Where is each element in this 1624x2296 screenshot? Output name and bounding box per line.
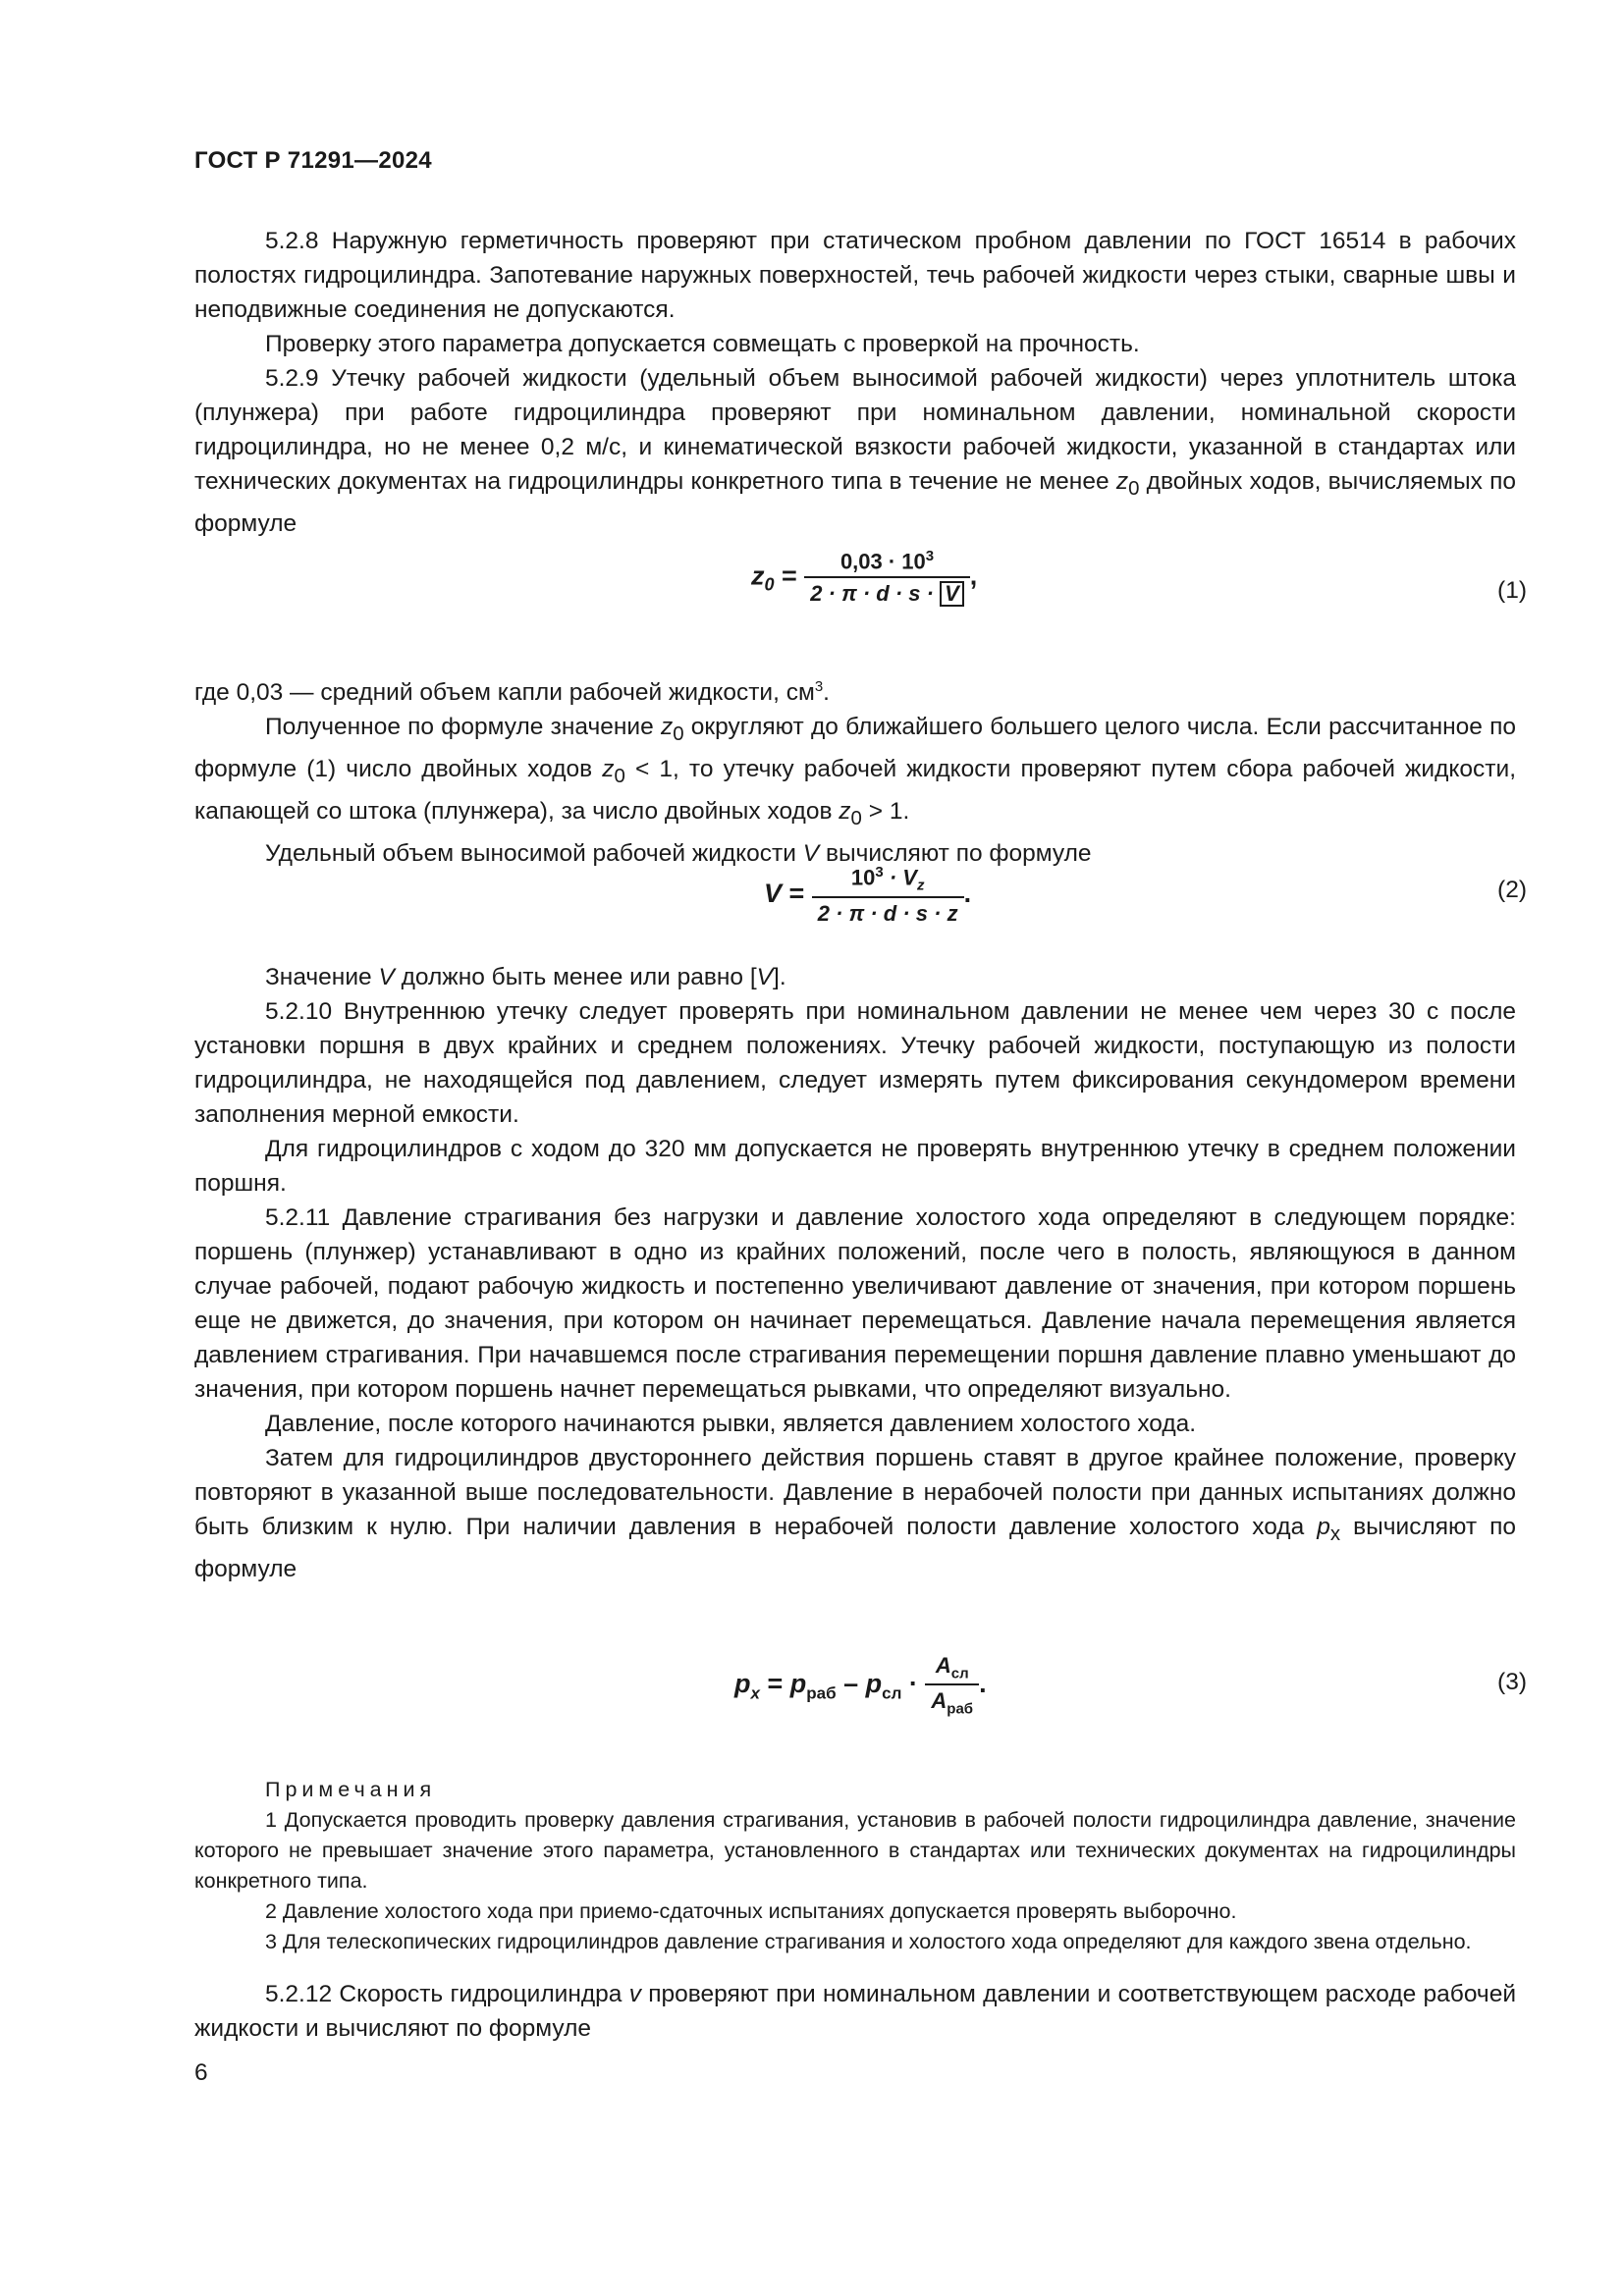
paragraph-stroke-320: Для гидроцилиндров с ходом до 320 мм допускается не проверять внутреннюю утечку в среднем положении поршня. bbox=[194, 1136, 1516, 1197]
formula-1: $z_0$ = $\frac{0,03 \cdot 10^3}{2 \cdot \pi \cdot d \cdot s \cdot V}$ , bbox=[751, 548, 978, 607]
formula-3: $p_x = p_{раб} - p_{сл}$ · $\frac{A_{сл}}{A_{раб}}$ . bbox=[734, 1653, 987, 1718]
formula-3-number: (3) bbox=[1497, 1669, 1527, 1695]
formula-3-fraction: $\frac{A_{сл}}{A_{раб}}$ bbox=[925, 1653, 979, 1718]
text-block-3 bbox=[194, 960, 1516, 1586]
paragraph-rounding: Полученное по формуле значение $z_0$ округляют до ближайшего большего целого числа. Если рассчитанное по формуле (1) число двойных ходов $z_0 < 1$, то утечку рабочей жидкости проверяют путем сбора рабочей жидкости, капающей со штока (плунжера), за число двойных ходов $z_0 > 1$. bbox=[194, 714, 1516, 829]
document-header: ГОСТ Р 71291—2024 bbox=[194, 147, 432, 174]
paragraph-5-2-10: 5.2.10 Внутреннюю утечку следует проверять при номинальном давлении не менее чем через 30 с после установки поршня в двух крайних и среднем положениях. Утечку рабочей жидкости, поступающую из полости гидроцилиндра, не находящейся под давлением, следует измерять путем фиксирования секундомером времени заполнения мерной емкости. bbox=[194, 998, 1516, 1128]
paragraph-5-2-11: 5.2.11 Давление страгивания без нагрузки и давление холостого хода определяют в следующем порядке: поршень (плунжер) устанавливают в одно из крайних положений, после чего в полость, являющуюся в данном случае рабочей, подают рабочую жидкость и постепенно увеличивают давление от значения, при котором поршень еще не движется, до значения, при котором он начинает перемещаться. Давление начала перемещения является давлением страгивания. При начавшемся после страгивания перемещении поршня давление плавно уменьшают до значения, при котором поршень начнет перемещаться рывками, что определяют визуально. bbox=[194, 1204, 1516, 1403]
text-block-4 bbox=[194, 1977, 1516, 2046]
paragraph-5-2-8: 5.2.8 Наружную герметичность проверяют при статическом пробном давлении по ГОСТ 16514 в рабочих полостях гидроцилиндра. Запотевание наружных поверхностей, течь рабочей жидкости через стыки, сварные швы и неподвижные соединения не допускаются. bbox=[194, 228, 1516, 323]
notes-title: Примечания bbox=[265, 1778, 437, 1801]
formula-1-number: (1) bbox=[1497, 577, 1527, 604]
paragraph-idle-pressure: Давление, после которого начинаются рывки, является давлением холостого хода. bbox=[265, 1411, 1197, 1437]
notes-block bbox=[194, 1775, 1516, 1957]
text-block-1 bbox=[194, 224, 1516, 541]
paragraph-value-v: Значение V должно быть менее или равно [V]. bbox=[265, 964, 786, 990]
formula-1-fraction: $\frac{0,03 \cdot 10^3}{2 \cdot \pi \cdot d \cdot s \cdot V}$ bbox=[804, 548, 969, 607]
paragraph-5-2-12: 5.2.12 Скорость гидроцилиндра v проверяют при номинальном давлении и соответствующем расходе рабочей жидкости и вычисляют по формуле bbox=[194, 1981, 1517, 2042]
note-1: 1 Допускается проводить проверку давления страгивания, установив в рабочей полости гидроцилиндра давление, значение которого не превышает значение этого параметра, установленного в стандартах или технических документах на гидроцилиндры конкретного типа. bbox=[194, 1808, 1516, 1893]
paragraph-5-2-9: 5.2.9 Утечку рабочей жидкости (удельный объем выносимой рабочей жидкости) через уплотнитель штока (плунжера) при работе гидроцилиндра проверяют при номинальном давлении, номинальной скорости гидроцилиндра, но не менее 0,2 м/с, и кинематической вязкости рабочей жидкости, указанной в стандартах или технических документах на гидроцилиндры конкретного типа в течение не менее $z_0$ двойных ходов, вычисляемых по формуле bbox=[194, 365, 1516, 537]
note-2: 2 Давление холостого хода при приемо-сдаточных испытаниях допускается проверять выборочно. bbox=[265, 1899, 1237, 1923]
formula-2-fraction: $\frac{10^3 \cdot V_z}{2 \cdot \pi \cdot d \cdot s \cdot z}$ bbox=[812, 864, 964, 927]
page-number: 6 bbox=[194, 2059, 208, 2086]
note-3: 3 Для телескопических гидроцилиндров давление страгивания и холостого хода определяют для каждого звена отдельно. bbox=[265, 1930, 1472, 1953]
paragraph-specific-volume: Удельный объем выносимой рабочей жидкости V вычисляют по формуле bbox=[265, 839, 1092, 867]
where-clause: где 0,03 — средний объем капли рабочей жидкости, $см^3$. bbox=[194, 678, 830, 707]
formula-2: V = $\frac{10^3 \cdot V_z}{2 \cdot \pi \cdot d \cdot s \cdot z}$ . bbox=[764, 864, 972, 926]
text-block-2 bbox=[194, 669, 1516, 871]
formula-2-number: (2) bbox=[1497, 877, 1527, 903]
paragraph-double-acting: Затем для гидроцилиндров двустороннего действия поршень ставят в другое крайнее положение, проверку повторяют в указанной выше последовательности. Давление в нерабочей полости при данных испытаниях должно быть близким к нулю. При наличии давления в нерабочей полости давление холостого хода $p_x$ вычисляют по формуле bbox=[194, 1445, 1516, 1582]
paragraph-check-combine: Проверку этого параметра допускается совмещать с проверкой на прочность. bbox=[265, 331, 1140, 357]
